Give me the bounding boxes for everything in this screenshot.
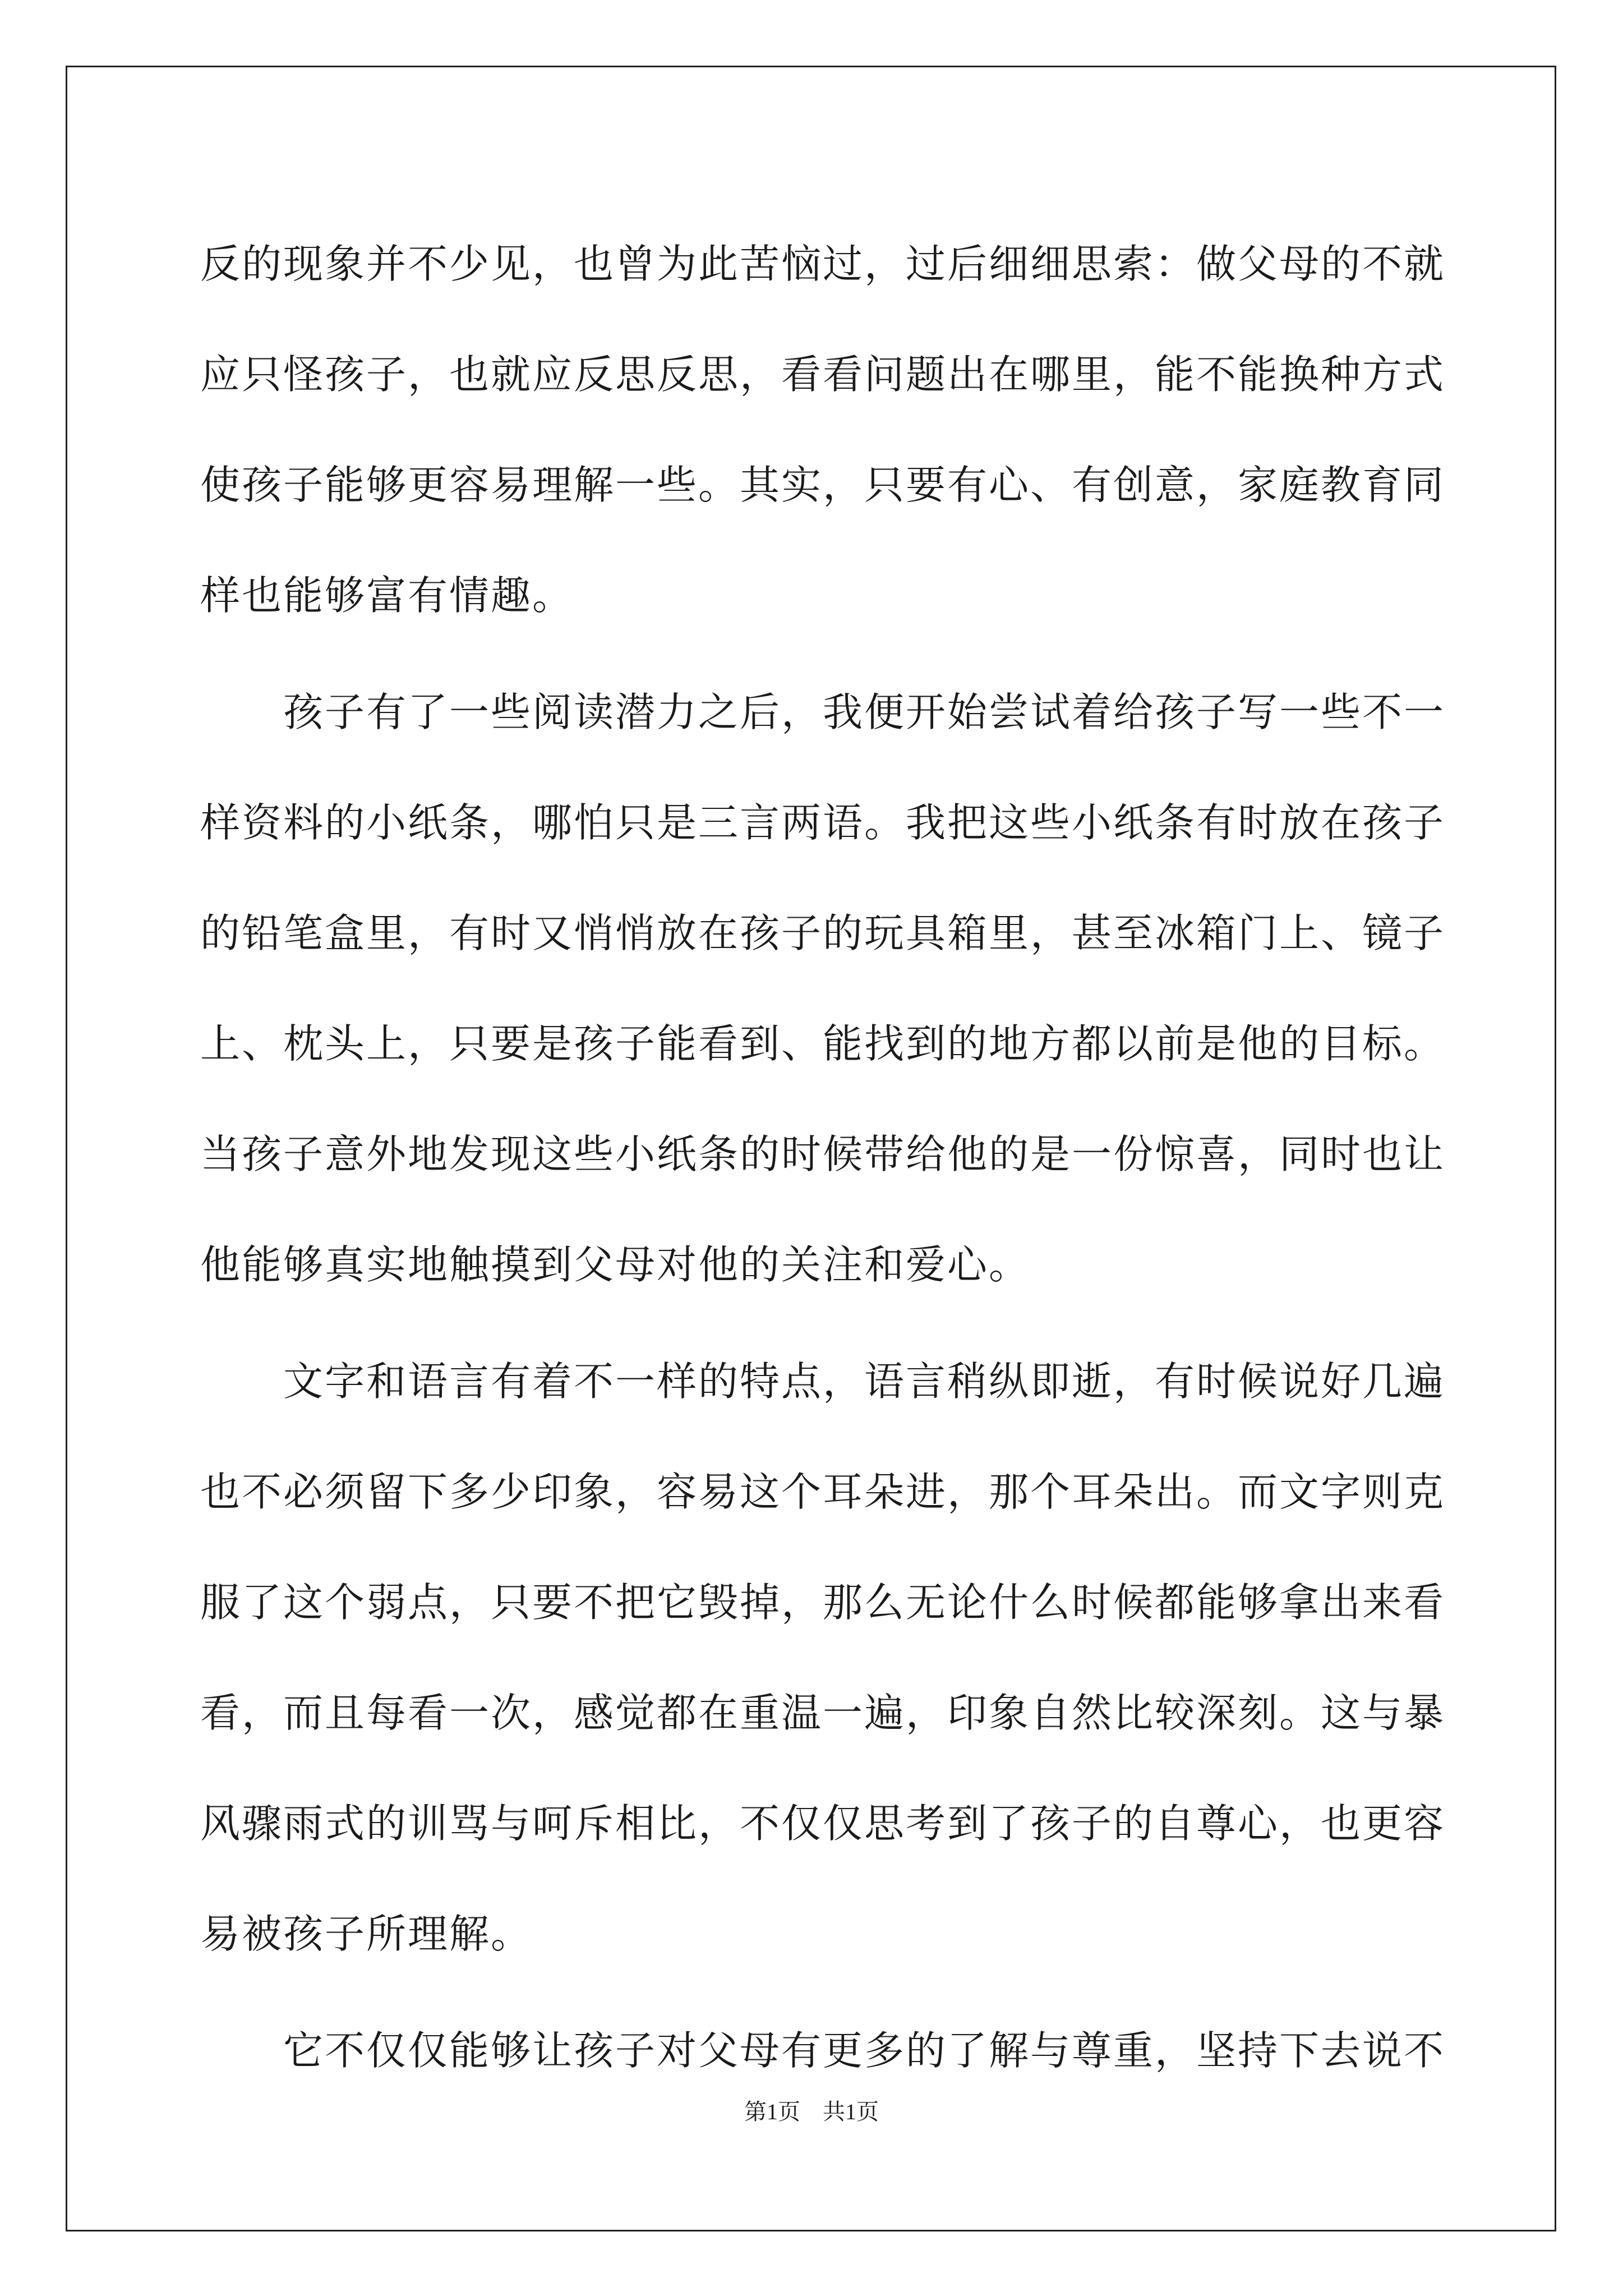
text-line: 看，而且每看一次，感觉都在重温一遍，印象自然比较深刻。这与暴: [200, 1690, 1446, 1736]
text-line: 使孩子能够更容易理解一些。其实，只要有心、有创意，家庭教育同: [200, 462, 1446, 508]
text-line: 它不仅仅能够让孩子对父母有更多的了解与尊重，坚持下去说不: [200, 2027, 1446, 2074]
text-line: 易被孩子所理解。: [200, 1911, 533, 1957]
document-body: [200, 209, 1446, 2106]
paragraph-4: [200, 1995, 1446, 2106]
text-line: 当孩子意外地发现这些小纸条的时候带给他的是一份惊喜，同时也让: [200, 1131, 1446, 1177]
text-line: 反的现象并不少见，也曾为此苦恼过，过后细细思索：做父母的不就: [200, 241, 1446, 287]
text-line: 也不必须留下多少印象，容易这个耳朵进，那个耳朵出。而文字则克: [200, 1469, 1446, 1515]
text-line: 的铅笔盒里，有时又悄悄放在孩子的玩具箱里，甚至冰箱门上、镜子: [200, 910, 1446, 956]
text-line: 文字和语言有着不一样的特点，语言稍纵即逝，有时候说好几遍: [200, 1358, 1446, 1405]
text-line: 服了这个弱点，只要不把它毁掉，那么无论什么时候都能够拿出来看: [200, 1579, 1446, 1626]
paragraph-1: [200, 209, 1446, 651]
text-line: 样也能够富有情趣。: [200, 572, 574, 619]
text-line: 应只怪孩子，也就应反思反思，看看问题出在哪里，能不能换种方式: [200, 351, 1446, 398]
text-line: 孩子有了一些阅读潜力之后，我便开始尝试着给孩子写一些不一: [200, 689, 1446, 735]
text-line: 上、枕头上，只要是孩子能看到、能找到的地方都以前是他的目标。: [200, 1020, 1446, 1067]
text-line: 样资料的小纸条，哪怕只是三言两语。我把这些小纸条有时放在孩子: [200, 799, 1446, 846]
text-line: 他能够真实地触摸到父母对他的关注和爱心。: [200, 1241, 1031, 1288]
paragraph-3: [200, 1326, 1446, 1989]
paragraph-2: [200, 657, 1446, 1320]
page-number-footer: 第1页 共1页: [744, 2099, 879, 2124]
text-line: 风骤雨式的训骂与呵斥相比，不仅仅思考到了孩子的自尊心，也更容: [200, 1800, 1446, 1847]
